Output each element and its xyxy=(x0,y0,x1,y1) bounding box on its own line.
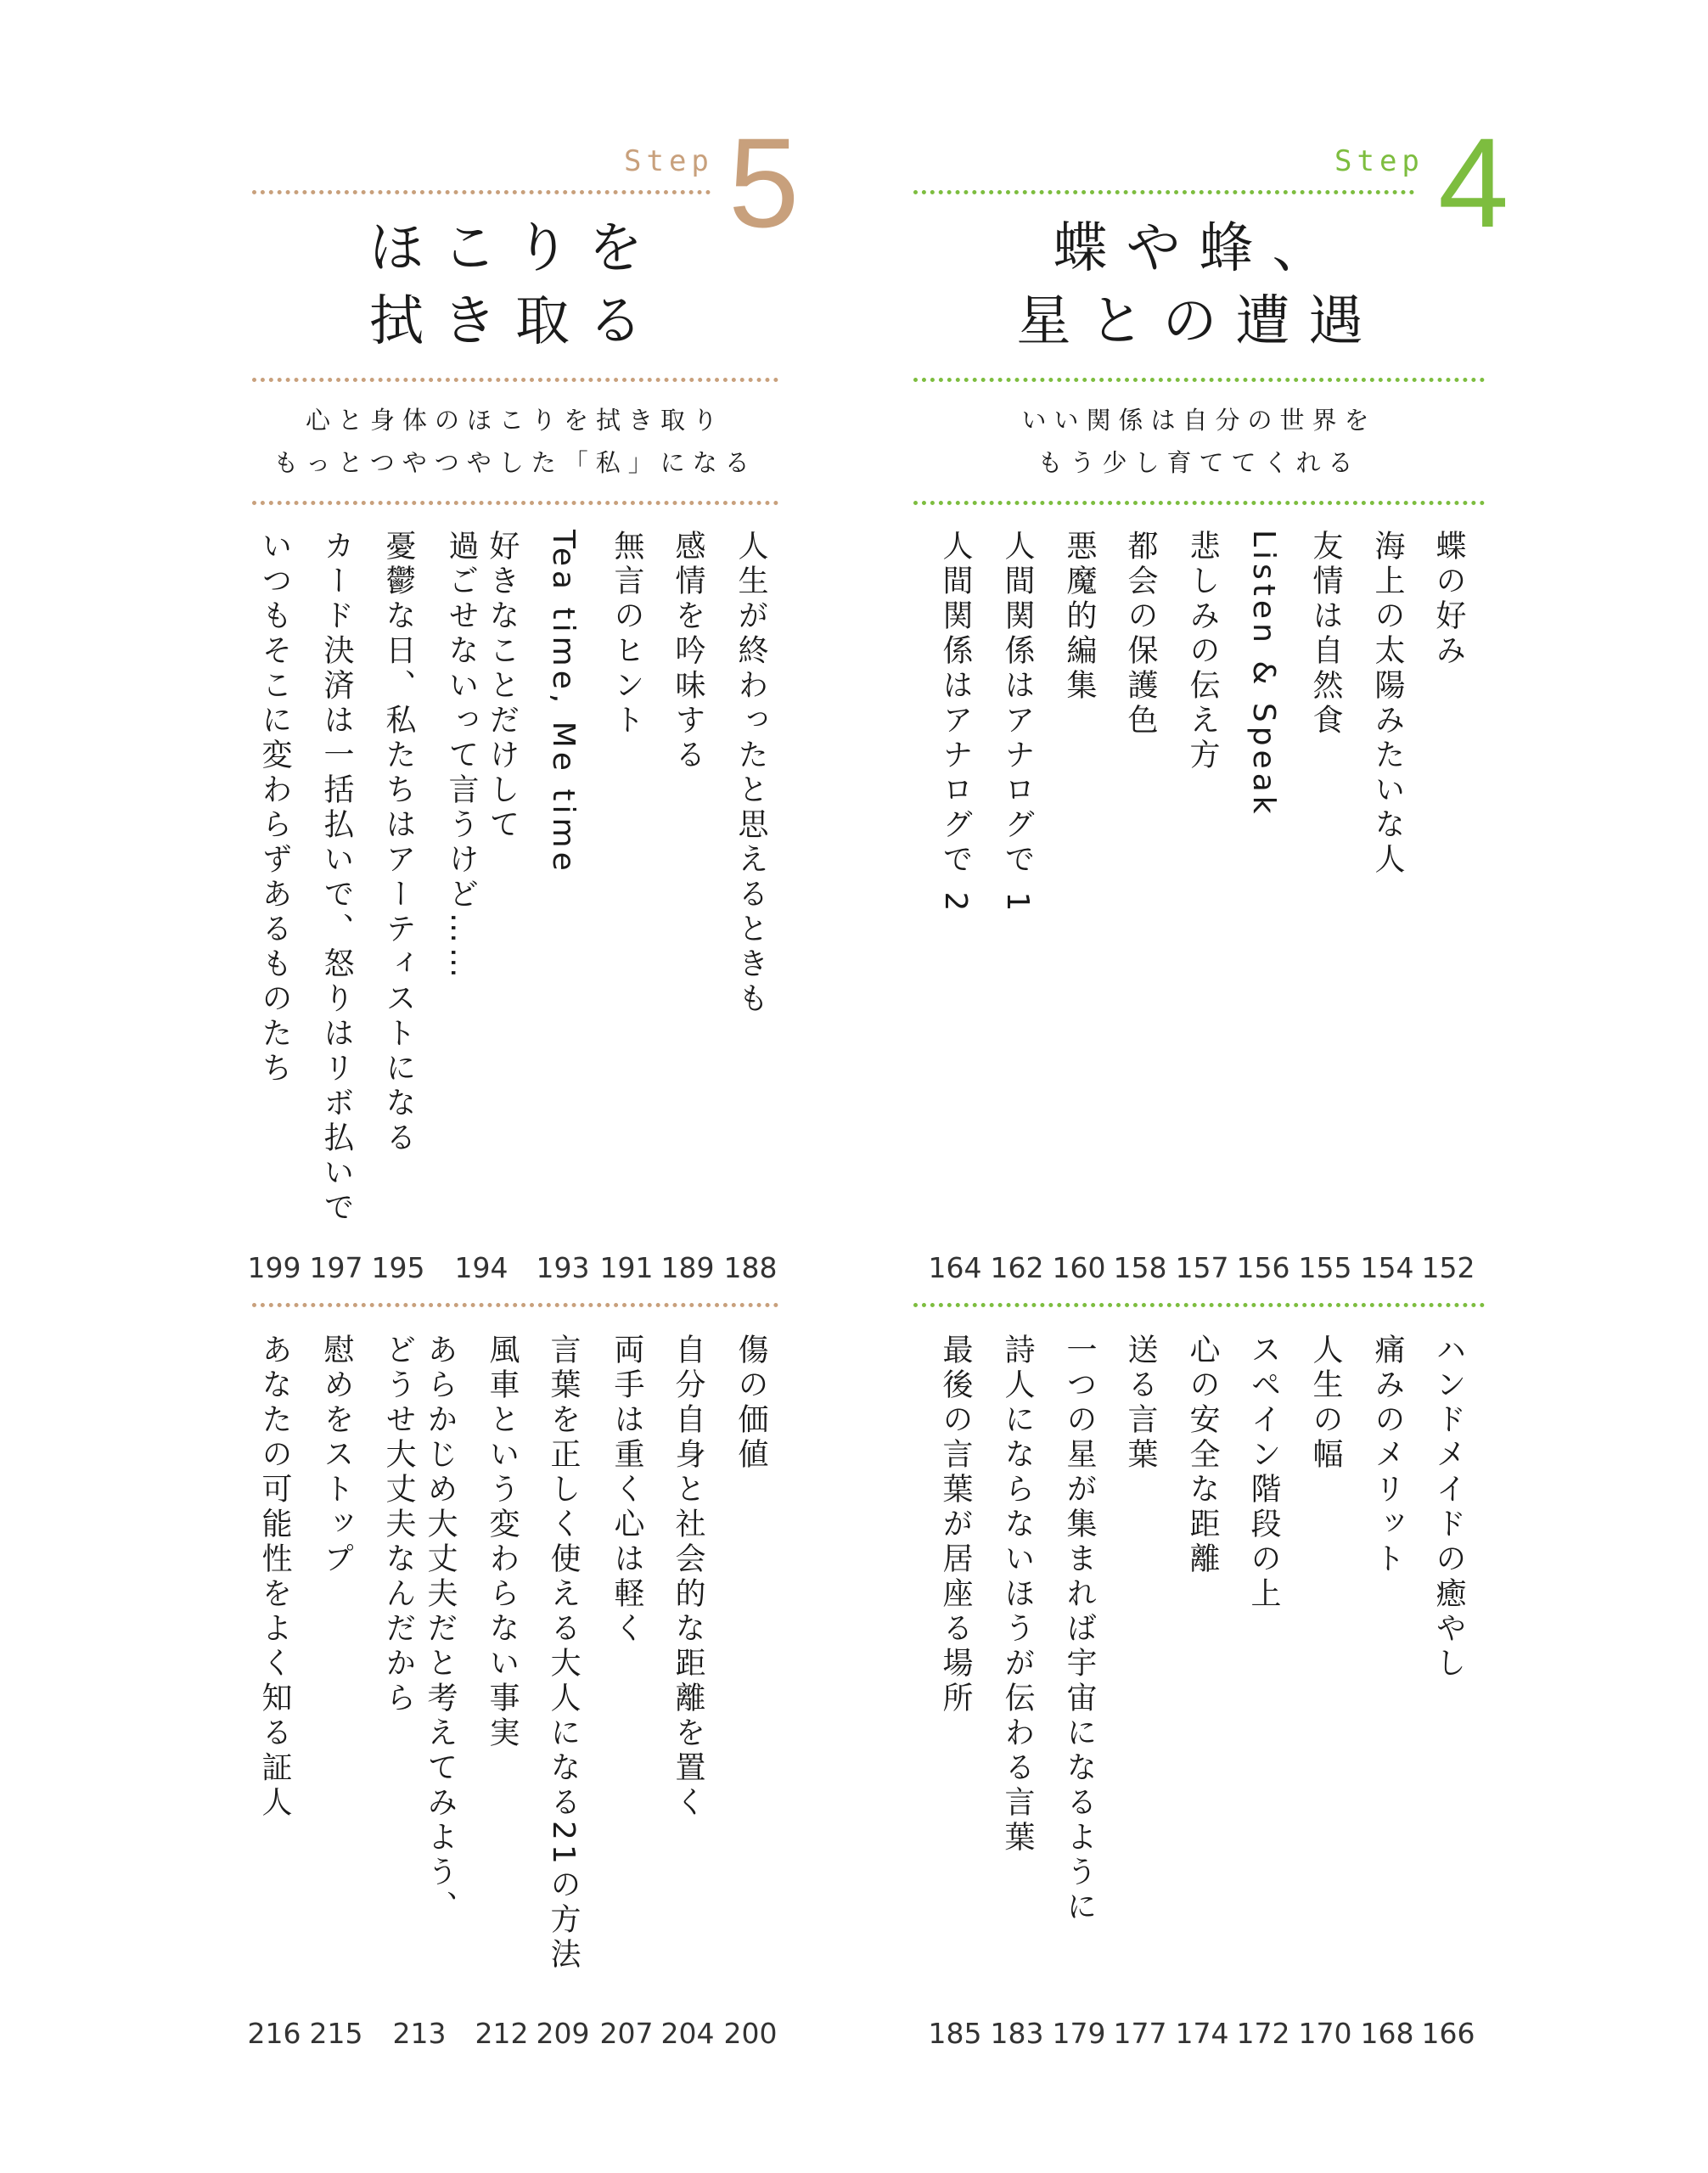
divider xyxy=(252,501,778,505)
toc-entry[interactable]: 悲しみの伝え方 xyxy=(1185,530,1220,773)
toc-entry[interactable]: 無言のヒント xyxy=(610,530,644,738)
toc-entry[interactable]: 詩人にならないほうが伝わる言葉 xyxy=(1000,1334,1035,1856)
divider xyxy=(913,190,1414,194)
toc-entry[interactable]: 悪魔的編集 xyxy=(1062,530,1097,704)
toc-entry[interactable]: 傷の価値 xyxy=(733,1334,768,1473)
page-number: 194 xyxy=(454,1251,508,1284)
title-line: 星との遭遇 xyxy=(1016,290,1382,353)
page-number: 162 xyxy=(990,1251,1044,1284)
page-number: 189 xyxy=(660,1251,715,1284)
toc-entry[interactable]: 都会の保護色 xyxy=(1123,530,1158,738)
page-number: 160 xyxy=(1052,1251,1106,1284)
page-number: 191 xyxy=(599,1251,654,1284)
page-number: 172 xyxy=(1236,2017,1290,2050)
page-number: 170 xyxy=(1298,2017,1352,2050)
page-number: 179 xyxy=(1052,2017,1106,2050)
toc-entry[interactable]: 心の安全な距離 xyxy=(1185,1334,1220,1577)
page-number: 164 xyxy=(928,1251,982,1284)
toc-entry[interactable]: 人間関係はアナログで 1 xyxy=(1000,530,1035,916)
page-number: 215 xyxy=(309,2017,363,2050)
page-number: 156 xyxy=(1236,1251,1290,1284)
page-number: 212 xyxy=(475,2017,529,2050)
divider xyxy=(913,1303,1485,1307)
toc-entry[interactable]: 最後の言葉が居座る場所 xyxy=(938,1334,973,1716)
section-subtitle xyxy=(252,399,778,484)
title-line: 拭き取る xyxy=(369,290,661,353)
section-subtitle xyxy=(913,399,1485,484)
step-number: 4 xyxy=(1438,111,1509,254)
page-number: 200 xyxy=(723,2017,778,2050)
page-number: 195 xyxy=(371,1251,425,1284)
page-number: 193 xyxy=(536,1251,590,1284)
page-number: 183 xyxy=(990,2017,1044,2050)
page-number: 207 xyxy=(599,2017,654,2050)
page-number: 166 xyxy=(1421,2017,1475,2050)
divider xyxy=(252,1303,778,1307)
subtitle-line: もっとつやつやした「私」になる xyxy=(273,448,757,477)
page-number: 197 xyxy=(309,1251,363,1284)
toc-entry[interactable]: 憂鬱な日、私たちはアーティストになる xyxy=(381,530,416,1156)
page-number: 174 xyxy=(1175,2017,1229,2050)
toc-entry[interactable]: 言葉を正しく使える大人になる21の方法 xyxy=(546,1334,581,1973)
toc-entry[interactable]: 蝶の好み xyxy=(1431,530,1466,669)
page-number: 152 xyxy=(1421,1251,1475,1284)
subtitle-line: もう少し育ててくれる xyxy=(1037,448,1361,477)
page-number: 177 xyxy=(1113,2017,1167,2050)
page-number: 204 xyxy=(660,2017,715,2050)
toc-entry[interactable]: 痛みのメリット xyxy=(1370,1334,1405,1577)
page-number: 199 xyxy=(247,1251,301,1284)
toc-entry[interactable]: 海上の太陽みたいな人 xyxy=(1370,530,1405,878)
step-label: Step xyxy=(624,144,714,178)
toc-entry[interactable]: 好きなことだけして xyxy=(485,530,520,843)
toc-entry[interactable]: カード決済は一括払いで、怒りはリボ払いで xyxy=(319,530,354,1226)
page-number: 213 xyxy=(392,2017,447,2050)
toc-entry[interactable]: 送る言葉 xyxy=(1123,1334,1158,1473)
toc-entry[interactable]: 友情は自然食 xyxy=(1308,530,1343,738)
toc-entry[interactable]: 人間関係はアナログで 2 xyxy=(938,530,973,916)
toc-entry[interactable]: 過ごせないって言うけど…… xyxy=(444,530,479,982)
section-title xyxy=(913,212,1485,358)
toc-entry[interactable]: 風車という変わらない事実 xyxy=(485,1334,520,1751)
step-label: Step xyxy=(1334,144,1424,178)
step-number: 5 xyxy=(728,111,800,254)
toc-entry[interactable]: いつもそこに変わらずあるものたち xyxy=(257,530,292,1086)
page-number: 155 xyxy=(1298,1251,1352,1284)
page-number: 216 xyxy=(247,2017,301,2050)
toc-entry[interactable]: 慰めをストップ xyxy=(319,1334,354,1577)
toc-entry[interactable]: 一つの星が集まれば宇宙になるように xyxy=(1062,1334,1097,1925)
subtitle-line: 心と身体のほこりを拭き取り xyxy=(305,406,725,435)
toc-entry[interactable]: 感情を吟味する xyxy=(671,530,705,773)
toc-entry[interactable]: 人生が終わったと思えるときも xyxy=(733,530,768,1017)
toc-entry[interactable]: あらかじめ大丈夫だと考えてみよう、 xyxy=(423,1334,458,1925)
toc-entry[interactable]: Tea time, Me time xyxy=(546,530,581,875)
subtitle-line: いい関係は自分の世界を xyxy=(1021,406,1377,435)
page-number: 157 xyxy=(1175,1251,1229,1284)
title-line: 蝶や蜂、 xyxy=(1053,217,1346,280)
page-number: 185 xyxy=(928,2017,982,2050)
toc-entry[interactable]: どうせ大丈夫なんだから xyxy=(381,1334,416,1716)
toc-entry[interactable]: ハンドメイドの癒やし xyxy=(1431,1334,1466,1682)
toc-entry[interactable]: 人生の幅 xyxy=(1308,1334,1343,1473)
divider xyxy=(913,501,1485,505)
page-number: 154 xyxy=(1360,1251,1414,1284)
page-number: 209 xyxy=(536,2017,590,2050)
page-number: 188 xyxy=(723,1251,778,1284)
toc-entry[interactable]: 自分自身と社会的な距離を置く xyxy=(671,1334,705,1821)
title-line: ほこりを xyxy=(369,217,661,280)
section-title xyxy=(252,212,778,358)
toc-entry[interactable]: Listen & Speak xyxy=(1246,530,1281,818)
divider xyxy=(913,378,1485,382)
divider xyxy=(252,378,778,382)
toc-entry[interactable]: スペイン階段の上 xyxy=(1246,1334,1281,1612)
divider xyxy=(252,190,711,194)
page-number: 158 xyxy=(1113,1251,1167,1284)
toc-entry[interactable]: あなたの可能性をよく知る証人 xyxy=(257,1334,292,1821)
toc-entry[interactable]: 両手は重く心は軽く xyxy=(610,1334,644,1647)
page-number: 168 xyxy=(1360,2017,1414,2050)
